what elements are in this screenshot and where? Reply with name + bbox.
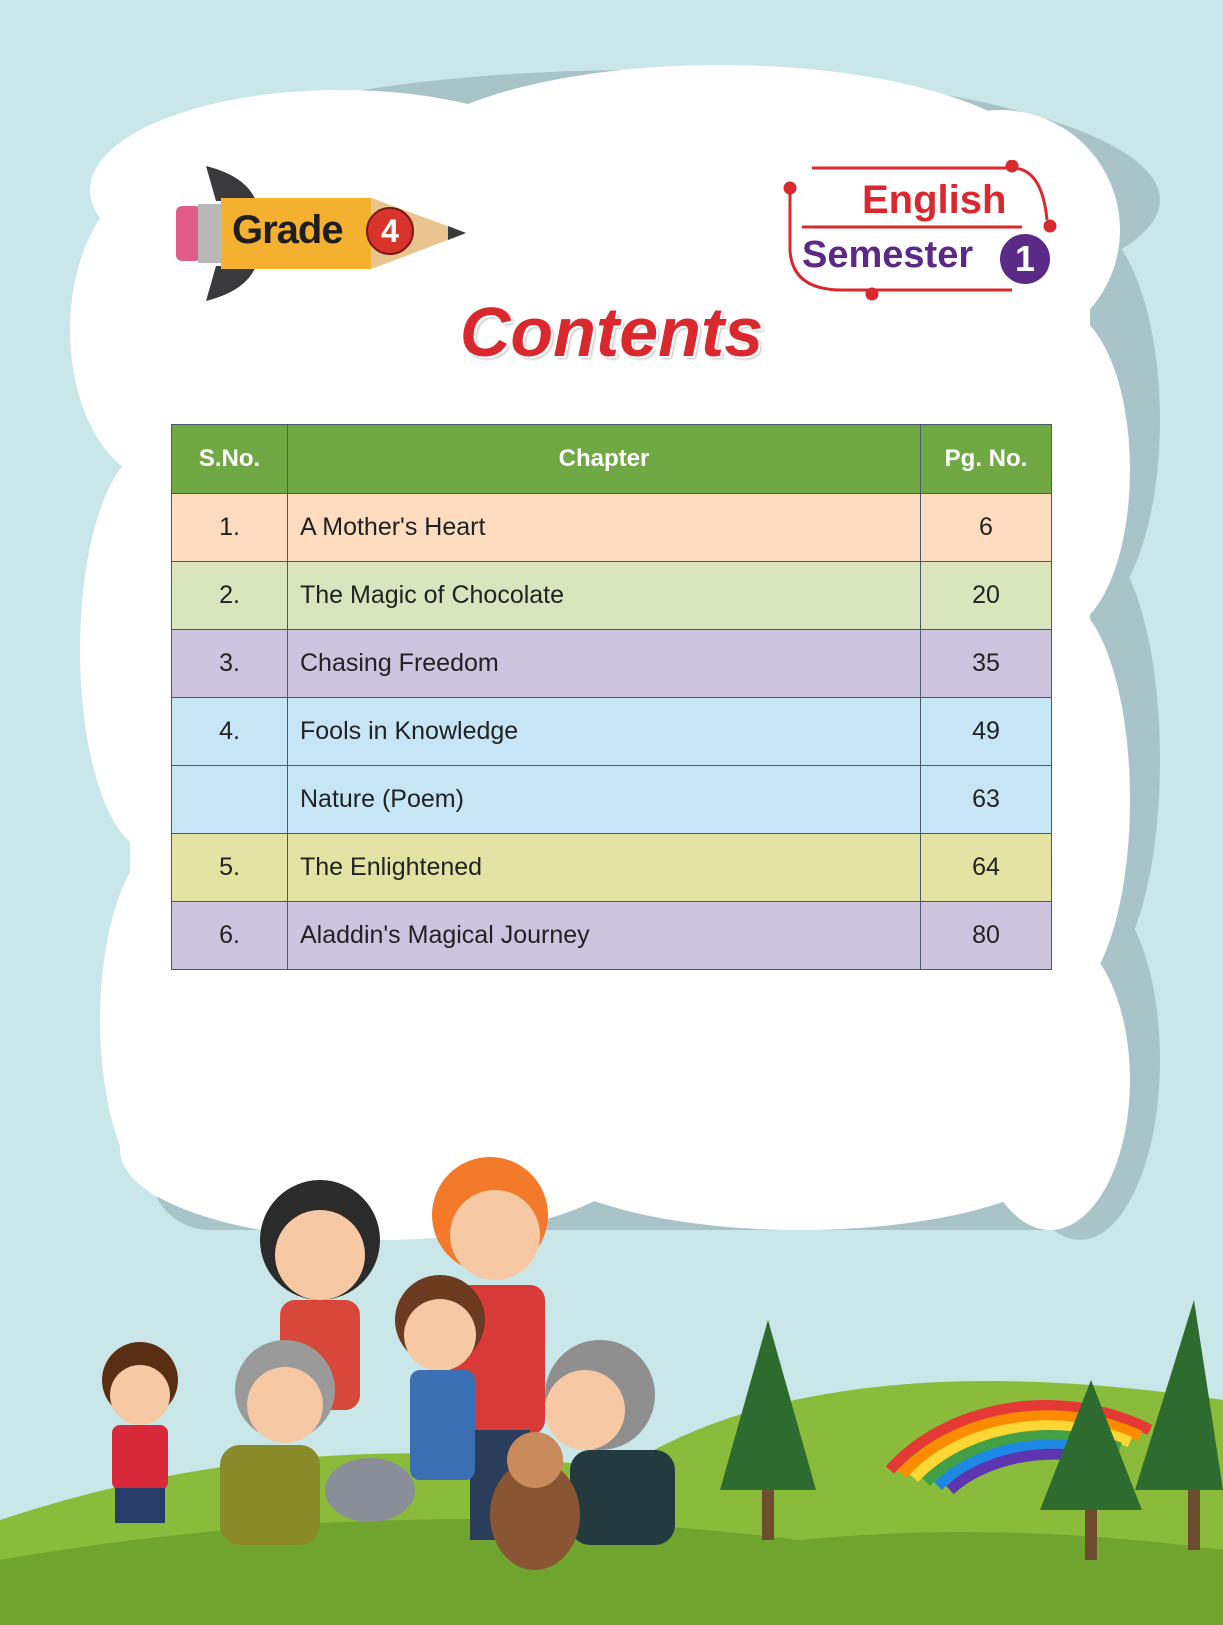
row-chapter: Chasing Freedom [288, 630, 921, 698]
subject-semester-badge [782, 160, 1077, 308]
row-chapter: Aladdin's Magical Journey [288, 902, 921, 970]
table-row [172, 902, 1052, 970]
row-page: 63 [921, 766, 1052, 834]
grade-logo [176, 166, 481, 301]
row-chapter: A Mother's Heart [288, 494, 921, 562]
row-page: 20 [921, 562, 1052, 630]
row-chapter: The Magic of Chocolate [288, 562, 921, 630]
header-page: Pg. No. [921, 425, 1052, 494]
header-sno: S.No. [172, 425, 288, 494]
row-sno: 3. [172, 630, 288, 698]
table-row [172, 630, 1052, 698]
row-sno: 6. [172, 902, 288, 970]
table-header-row [172, 425, 1052, 494]
row-sno: 2. [172, 562, 288, 630]
table-row [172, 494, 1052, 562]
row-chapter: Nature (Poem) [288, 766, 921, 834]
grade-number: 4 [366, 207, 414, 255]
row-sno: 5. [172, 834, 288, 902]
row-page: 35 [921, 630, 1052, 698]
page-title: Contents [459, 293, 764, 371]
row-page: 6 [921, 494, 1052, 562]
table-row [172, 698, 1052, 766]
row-page: 64 [921, 834, 1052, 902]
subject-label: English [862, 178, 1007, 222]
table-row [172, 834, 1052, 902]
semester-label: Semester [802, 234, 974, 276]
row-chapter: The Enlightened [288, 834, 921, 902]
grade-label: Grade [232, 208, 343, 252]
table-row [172, 562, 1052, 630]
row-page: 80 [921, 902, 1052, 970]
row-chapter: Fools in Knowledge [288, 698, 921, 766]
header-chapter: Chapter [288, 425, 921, 494]
table-row [172, 766, 1052, 834]
row-sno: 4. [172, 698, 288, 766]
row-sno [172, 766, 288, 834]
row-sno: 1. [172, 494, 288, 562]
row-page: 49 [921, 698, 1052, 766]
contents-table [171, 424, 1052, 970]
semester-number: 1 [1000, 234, 1050, 284]
